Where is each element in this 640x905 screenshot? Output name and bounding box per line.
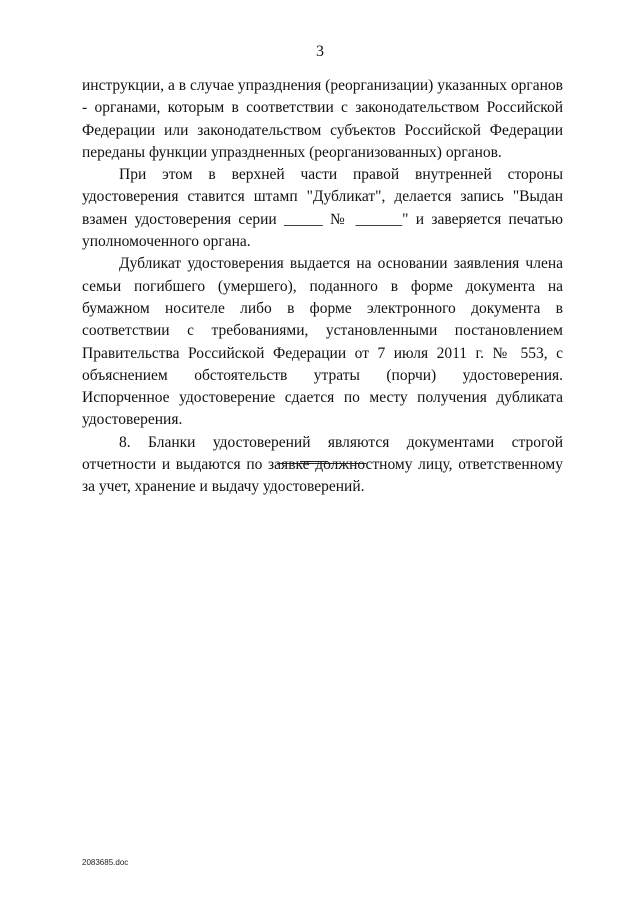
end-separator-line: [277, 463, 366, 464]
paragraph-item-8: 8. Бланки удостоверений являются документами строгой отчетности и выдаются по заявке должностному лицу, ответственному за учет, хранение и выдачу удостоверений.: [82, 433, 563, 496]
paragraph-duplicate-issuance: Дубликат удостоверения выдается на основании заявления члена семьи погибшего (умершего), поданного в форме документа на бумажном носителе либо в форме электронного документа в соответствии с требованиями, установленными постановлением Правительства Российской Федерации от 7 июля 2011 г. № 553, с объяснением обстоятельств утраты (порчи) удостоверения. Испорченное удостоверение сдается по месту получения дубликата удостоверения.: [82, 255, 563, 429]
end-separator-accent: [300, 461, 328, 462]
paragraph-duplicate-stamp: При этом в верхней части правой внутренней стороны удостоверения ставится штамп "Дубликат", делается запись "Выдан взамен удостоверения серии _____ № ______" и заверяется печатью уполномоченного органа.: [82, 166, 563, 251]
document-body: [82, 75, 563, 499]
page-number: 3: [316, 43, 324, 60]
paragraph-continuation: инструкции, а в случае упразднения (реорганизации) указанных органов - органами, которым в соответствии с законодательством Российской Федерации или законодательством субъектов Российской Федерации переданы функции упраздненных (реорганизованных) органов.: [82, 77, 563, 161]
file-name-footer: 2083685.doc: [82, 858, 129, 867]
